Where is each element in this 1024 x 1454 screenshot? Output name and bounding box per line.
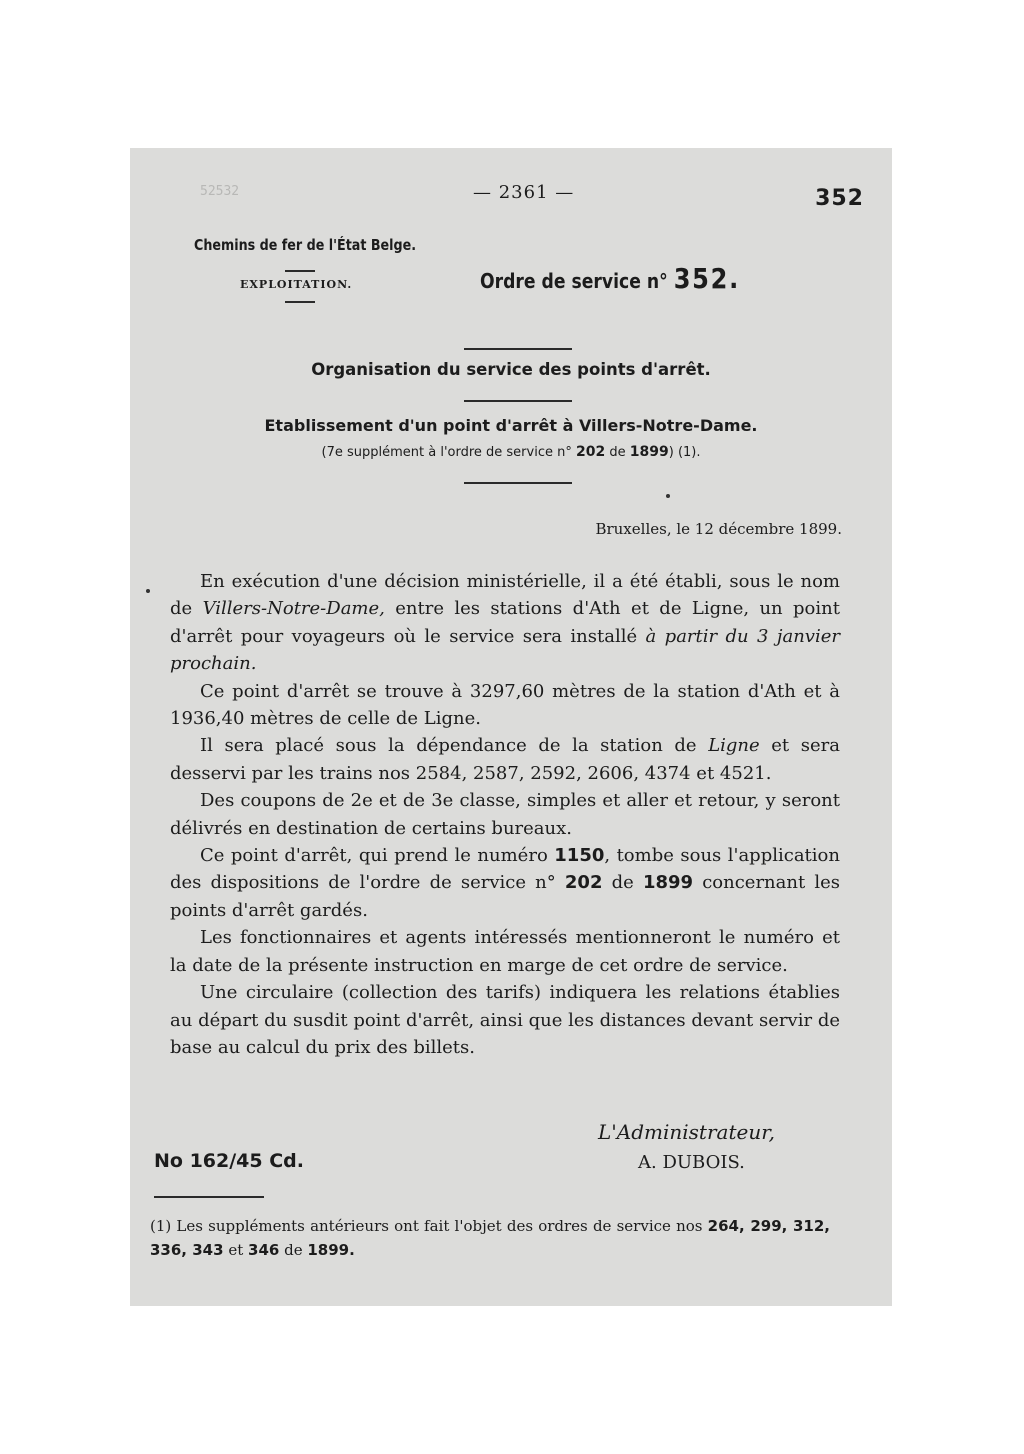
subject-rule-top [464, 348, 572, 350]
p5-stop-number: 1150 [554, 845, 605, 867]
p5-text-d: concernant les points d'arrêt gardés. [170, 872, 840, 921]
date-line: Bruxelles, le 12 décembre 1899. [595, 520, 842, 538]
p5-text-c: de [611, 872, 634, 894]
footnote-order-numbers: 264, 299, 312, 336, 343 [150, 1217, 830, 1259]
subject-title: Organisation du service des points d'arrêt. [311, 360, 711, 379]
footnote-rule [154, 1196, 264, 1198]
p5-year: 1899 [642, 872, 694, 894]
paragraph-6: Les fonctionnaires et agents intéressés mentionneront le numéro et la date de la présente instruction en marge de cet ordre de service. [170, 927, 840, 976]
footnote [150, 1214, 830, 1262]
supplement-suffix: ) (1). [668, 445, 701, 460]
paragraph-5 [170, 842, 840, 924]
order-heading [480, 262, 740, 295]
subject-rule-bottom [464, 482, 572, 484]
p3-text-b: et sera desservi par les trains nos 2584, 2587, 2592, 2606, 4374 et 4521. [170, 735, 840, 784]
footnote-year: 1899. [307, 1241, 355, 1259]
p1-text-b: entre les stations d'Ath et de Ligne, un point d'arrêt pour voyageurs où le service sera installé [170, 598, 840, 647]
p3-station: Ligne [708, 735, 760, 757]
p1-text-a: En exécution d'une décision ministérielle, il a été établi, sous le nom de [170, 571, 840, 620]
paragraph-3 [170, 732, 840, 787]
p5-text-a: Ce point d'arrêt, qui prend le numéro [200, 845, 548, 867]
issuer-rule-top [285, 270, 315, 272]
footnote-et: et [228, 1241, 244, 1259]
p1-start-date: à partir du 3 janvier prochain. [170, 625, 840, 675]
subject-rule-middle [464, 400, 572, 402]
paragraph-1 [170, 568, 840, 678]
corner-order-number: 352 [815, 186, 864, 211]
paragraph-7: Une circulaire (collection des tarifs) indiquera les relations établies au départ du susdit point d'arrêt, ainsi que les distances devant servir de base au calcul du prix des billets. [170, 982, 840, 1058]
signature-name: A. DUBOIS. [638, 1152, 745, 1173]
p5-order-number: 202 [564, 872, 603, 894]
supplement-year: 1899 [629, 444, 669, 460]
footnote-de: de [284, 1241, 303, 1259]
supplement-note [130, 444, 892, 460]
p5-text-b: , tombe sous l'application des dispositions de l'ordre de service n° [170, 845, 840, 894]
reference-number: No 162/45 Cd. [154, 1150, 304, 1172]
ink-dot [666, 494, 670, 498]
footnote-last-order: 346 [248, 1241, 280, 1259]
issuer-rule-bottom [285, 301, 315, 303]
margin-dot [146, 589, 150, 593]
issuer-organization: Chemins de fer de l'État Belge. [194, 236, 417, 254]
page-folio: — 2361 — [473, 182, 575, 203]
body-text [170, 568, 840, 1061]
order-label: Ordre de service n° [480, 269, 668, 293]
order-number: 352. [673, 262, 741, 295]
supplement-text: (7e supplément à l'ordre de service n° [321, 445, 572, 460]
faint-stamp: 52532 [200, 184, 240, 199]
document-page [130, 148, 892, 1306]
signature-title: L'Administrateur, [598, 1120, 775, 1144]
paragraph-2: Ce point d'arrêt se trouve à 3297,60 mètres de la station d'Ath et à 1936,40 mètres de celle de Ligne. [170, 680, 840, 730]
supplement-order: 202 [576, 444, 606, 460]
issuer-department: EXPLOITATION. [240, 278, 353, 291]
p1-place-name: Villers-Notre-Dame, [202, 598, 385, 620]
supplement-de: de [609, 445, 626, 460]
subject-subtitle: Etablissement d'un point d'arrêt à Villers-Notre-Dame. [264, 416, 758, 435]
footnote-text: (1) Les suppléments antérieurs ont fait l'objet des ordres de service nos [150, 1217, 703, 1235]
paragraph-4: Des coupons de 2e et de 3e classe, simples et aller et retour, y seront délivrés en destination de certains bureaux. [170, 790, 840, 839]
p3-text-a: Il sera placé sous la dépendance de la station de [200, 735, 697, 757]
